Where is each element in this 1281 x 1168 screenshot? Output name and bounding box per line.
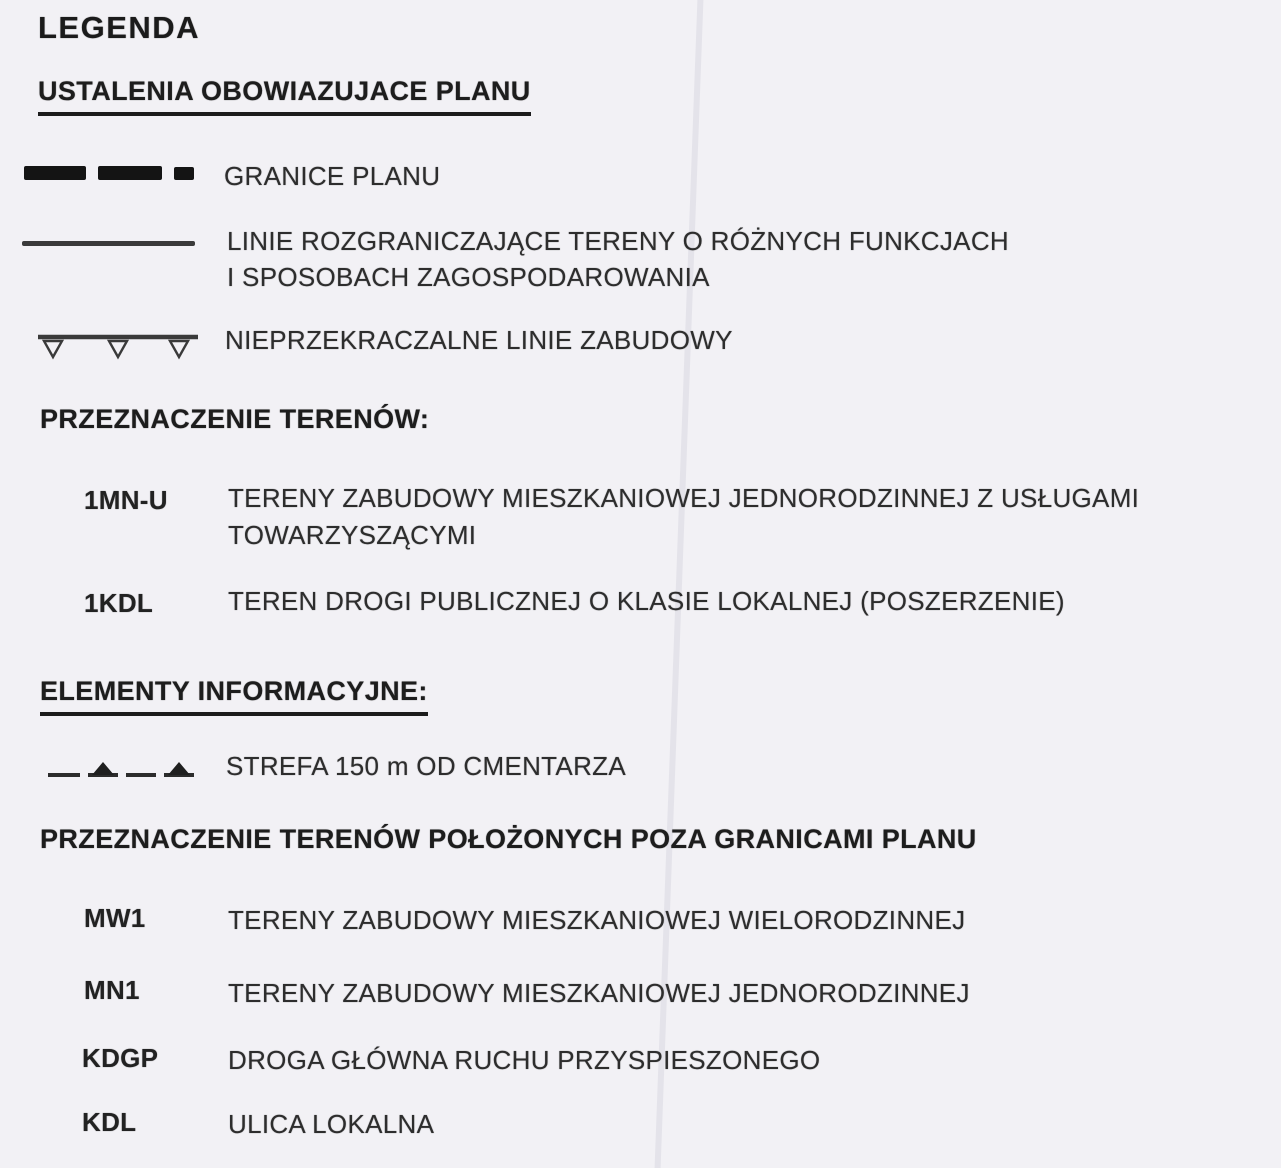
zone-code-1mn-u: 1MN-U <box>84 485 168 515</box>
legend-row-linie-text-line1: LINIE ROZGRANICZAJĄCE TERENY O RÓŻNYCH FUNKCJACH <box>227 226 1009 256</box>
zone-code-1kdl: 1KDL <box>84 588 154 618</box>
legend-row-granice-text: GRANICE PLANU <box>224 161 441 191</box>
zone-desc-kdl: ULICA LOKALNA <box>228 1109 435 1139</box>
section-heading-poza-granicami: PRZEZNACZENIE TERENÓW POŁOŻONYCH POZA GRANICAMI PLANU <box>40 824 977 854</box>
zone-desc-mn1: TERENY ZABUDOWY MIESZKANIOWEJ JEDNORODZINNEJ <box>228 978 970 1008</box>
section-heading-ustalenia: USTALENIA OBOWIAZUJACE PLANU <box>38 76 531 116</box>
cemetery-buffer-line-icon <box>47 756 199 782</box>
legend-row-strefa-text: STREFA 150 m OD CMENTARZA <box>226 751 626 781</box>
zone-desc-1mn-u-line2: TOWARZYSZĄCYMI <box>228 520 477 550</box>
zone-desc-kdgp: DROGA GŁÓWNA RUCHU PRZYSPIESZONEGO <box>228 1045 821 1075</box>
zone-code-kdgp: KDGP <box>82 1043 159 1073</box>
dividing-solid-line-icon <box>22 241 195 246</box>
dash-segment <box>98 166 162 180</box>
zone-desc-mw1: TERENY ZABUDOWY MIESZKANIOWEJ WIELORODZINNEJ <box>228 905 966 935</box>
section-heading-informacyjne: ELEMENTY INFORMACYJNE: <box>40 676 428 716</box>
dash-segment <box>24 166 86 180</box>
zone-code-mw1: MW1 <box>84 903 146 933</box>
section-heading-przeznaczenie: PRZEZNACZENIE TERENÓW: <box>40 404 430 434</box>
legend-row-nieprzekraczalne-text: NIEPRZEKRACZALNE LINIE ZABUDOWY <box>225 325 733 355</box>
zone-desc-1mn-u-line1: TERENY ZABUDOWY MIESZKANIOWEJ JEDNORODZINNEJ Z USŁUGAMI <box>228 483 1140 513</box>
building-setback-line-icon <box>38 332 202 368</box>
plan-boundary-dashed-line-icon <box>24 166 194 180</box>
dash-segment <box>174 167 194 180</box>
legend-title: LEGENDA <box>38 10 201 45</box>
zone-code-mn1: MN1 <box>84 975 140 1005</box>
zone-desc-1kdl: TEREN DROGI PUBLICZNEJ O KLASIE LOKALNEJ (POSZERZENIE) <box>228 586 1065 616</box>
zone-code-kdl: KDL <box>82 1107 137 1137</box>
legend-row-linie-text-line2: I SPOSOBACH ZAGOSPODAROWANIA <box>227 262 710 292</box>
